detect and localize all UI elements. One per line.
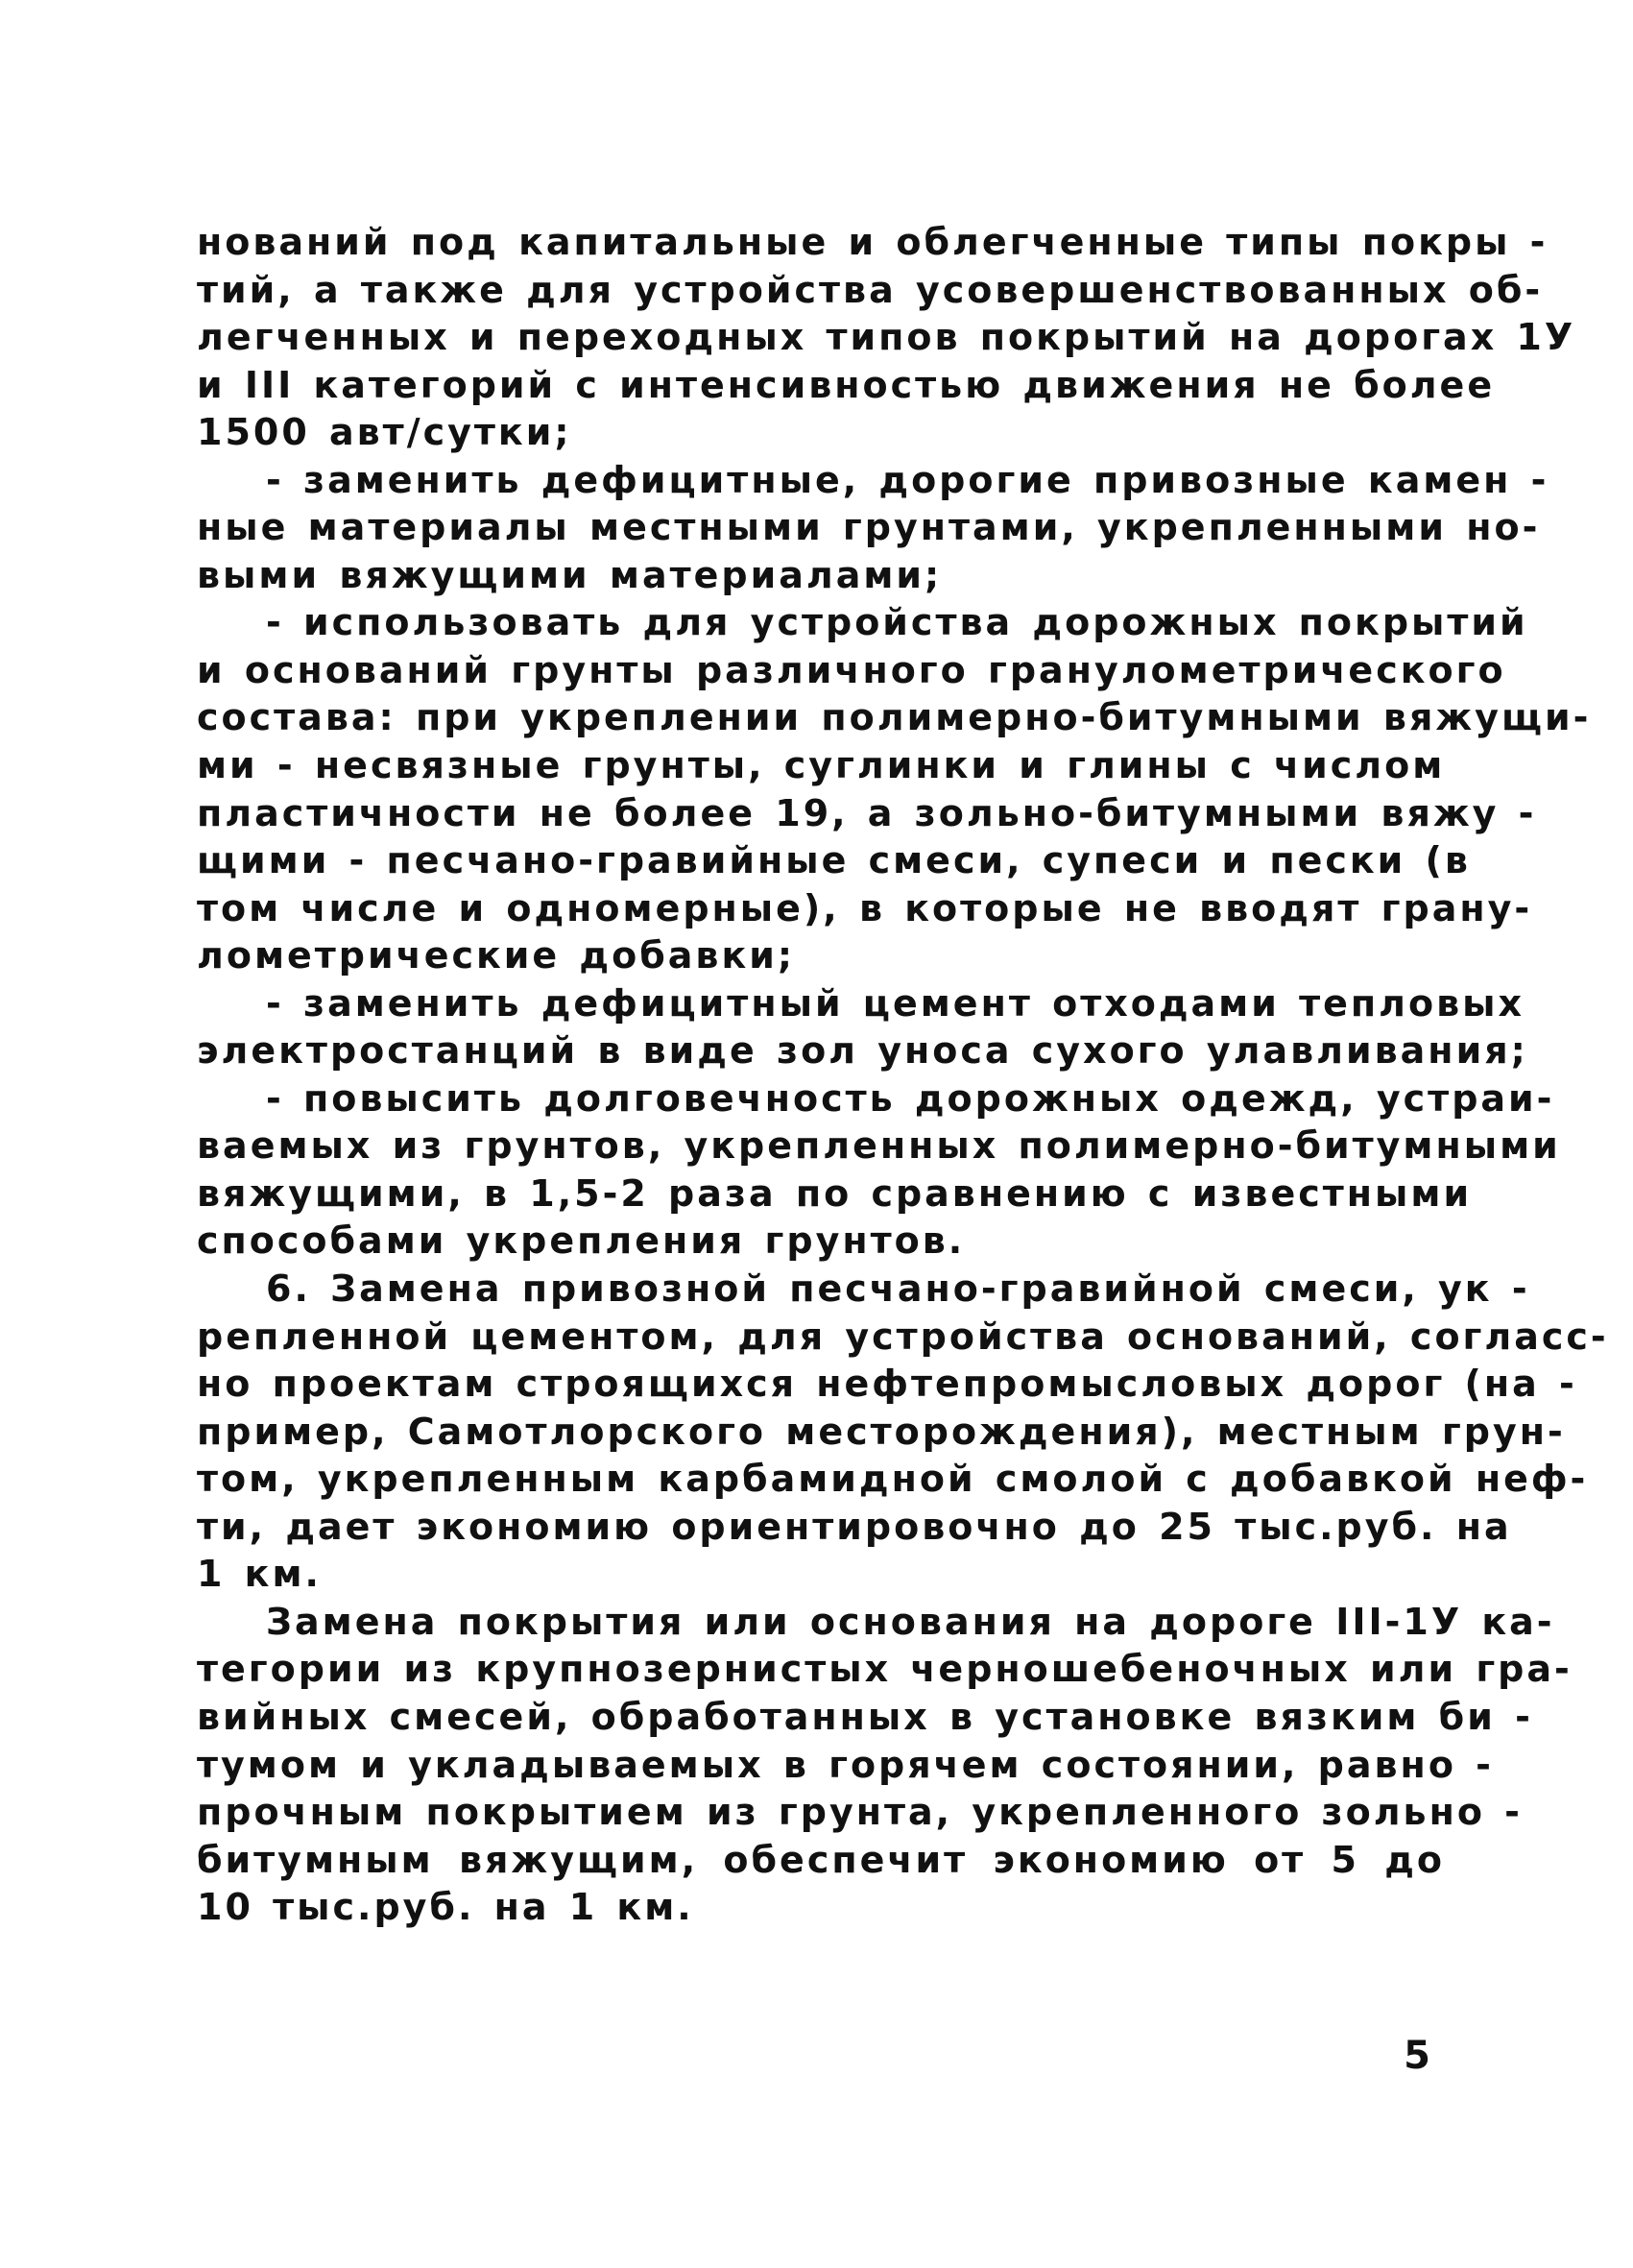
- text-line: - заменить дефицитный цемент отходами тепловых: [266, 981, 1525, 1025]
- text-line: вяжущими, в 1,5-2 раза по сравнению с известными: [197, 1171, 1473, 1215]
- text-line: и III категорий с интенсивностью движения не более: [197, 363, 1496, 406]
- text-line: электростанций в виде зол уноса сухого улавливания;: [197, 1029, 1528, 1073]
- text-line: щими - песчано-гравийные смеси, супеси и пески (в: [197, 839, 1471, 882]
- text-line: выми вяжущими материалами;: [197, 553, 943, 596]
- text-line: Замена покрытия или основания на дороге III-1У ка-: [266, 1600, 1555, 1643]
- text-line: прочным покрытием из грунта, укрепленного зольно -: [197, 1791, 1523, 1834]
- text-line: пример, Самотлорского месторождения), местным грун-: [197, 1410, 1566, 1453]
- text-line: легченных и переходных типов покрытий на дорогах 1У: [197, 316, 1576, 359]
- text-line: том, укрепленным карбамидной смолой с добавкой неф-: [197, 1458, 1589, 1501]
- page-number: 5: [1404, 2034, 1430, 2078]
- text-line: ми - несвязные грунты, суглинки и глины с числом: [197, 744, 1446, 787]
- text-line: и оснований грунты различного гранулометрического: [197, 648, 1506, 691]
- text-line: тий, а также для устройства усовершенствованных об-: [197, 268, 1544, 311]
- text-line: состава: при укреплении полимерно-битумными вяжущи-: [197, 696, 1592, 739]
- text-line: 1 км.: [197, 1553, 322, 1596]
- text-line: 1500 авт/сутки;: [197, 411, 572, 454]
- text-line: нований под капитальные и облегченные типы покры -: [197, 221, 1549, 263]
- text-line: ваемых из грунтов, укрепленных полимерно-битумными: [197, 1124, 1561, 1168]
- text-line: том числе и одномерные), в которые не вводят грану-: [197, 886, 1533, 929]
- text-line: - повысить долговечность дорожных одежд, устраи-: [266, 1076, 1555, 1120]
- text-line: тумом и укладываемых в горячем состоянии, равно -: [197, 1743, 1494, 1786]
- text-line: пластичности не более 19, а зольно-битумными вяжу -: [197, 791, 1537, 834]
- text-line: тегории из крупнозернистых черношебеночных или гра-: [197, 1648, 1573, 1691]
- text-line: способами укрепления грунтов.: [197, 1219, 966, 1263]
- text-line: 10 тыс.руб. на 1 км.: [197, 1886, 694, 1929]
- text-line: лометрические добавки;: [197, 934, 796, 977]
- text-line: вийных смесей, обработанных в установке вязким би -: [197, 1695, 1533, 1738]
- text-line: ные материалы местными грунтами, укрепленными но-: [197, 506, 1541, 549]
- body-text: [197, 219, 1609, 1932]
- text-line: битумным вяжущим, обеспечит экономию от 5 до: [197, 1838, 1445, 1881]
- text-line: ти, дает экономию ориентировочно до 25 тыс.руб. на: [197, 1505, 1512, 1548]
- text-line: 6. Замена привозной песчано-гравийной смеси, ук -: [266, 1267, 1530, 1311]
- text-line: но проектам строящихся нефтепромысловых дорог (на -: [197, 1363, 1577, 1406]
- text-line: - заменить дефицитные, дорогие привозные камен -: [266, 458, 1549, 501]
- text-line: - использовать для устройства дорожных покрытий: [266, 601, 1528, 644]
- text-line: репленной цементом, для устройства оснований, согласс-: [197, 1315, 1609, 1358]
